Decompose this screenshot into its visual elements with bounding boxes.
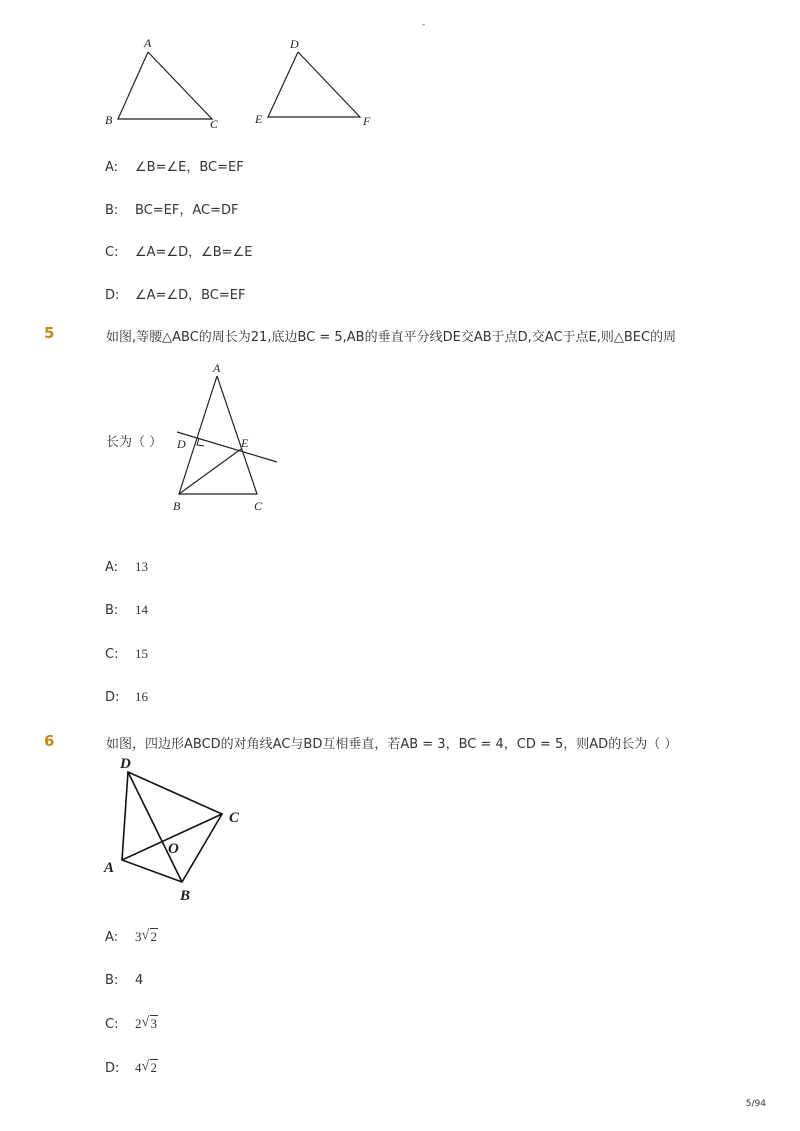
q5-stem-continued: 长为（ ） bbox=[106, 435, 163, 450]
q5-label-c: C bbox=[254, 499, 263, 513]
q5-label-a: A bbox=[213, 361, 221, 375]
q4-label-d: D bbox=[290, 37, 299, 51]
q6-quadrilateral-figure bbox=[100, 752, 250, 904]
q6-stem: 如图，四边形ABCD的对角线AC与BD互相垂直，若AB = 3，BC = 4，CD = 5，则AD的长为（ ） bbox=[106, 737, 678, 752]
q5-number: 5 bbox=[44, 324, 55, 342]
q6-option-d[interactable]: D: 4 √ 2 bbox=[105, 1059, 157, 1076]
q4-triangles-figure bbox=[100, 35, 390, 135]
q6-label-b: B bbox=[180, 888, 191, 904]
q5-label-e: E bbox=[241, 436, 249, 450]
q6-option-b[interactable]: B: 4 bbox=[105, 973, 144, 988]
q6-label-a: A bbox=[104, 860, 115, 876]
q4-option-a[interactable]: A: ∠B=∠E，BC=EF bbox=[105, 160, 244, 175]
q5-triangle-figure bbox=[165, 360, 290, 520]
sqrt-symbol: √ 2 bbox=[141, 1059, 157, 1075]
q5-stem: 如图,等腰△ABC的周长为21,底边BC = 5,AB的垂直平分线DE交AB于点D,交AC于点E,则△BEC的周 bbox=[106, 330, 677, 345]
q6-option-a[interactable]: A: 3 √ 2 bbox=[105, 928, 157, 945]
q4-label-b: B bbox=[105, 113, 113, 127]
q5-option-a[interactable]: A: 13 bbox=[105, 559, 148, 575]
q5-option-d[interactable]: D: 16 bbox=[105, 689, 148, 705]
q4-option-b[interactable]: B: BC=EF，AC=DF bbox=[105, 203, 239, 218]
q4-label-e: E bbox=[255, 112, 263, 126]
q6-label-o: O bbox=[168, 841, 179, 857]
sqrt-symbol: √ 2 bbox=[141, 928, 157, 944]
q4-label-f: F bbox=[363, 114, 371, 128]
header-mark: - bbox=[422, 20, 426, 30]
q4-option-d[interactable]: D: ∠A=∠D，BC=EF bbox=[105, 288, 246, 303]
q5-option-b[interactable]: B: 14 bbox=[105, 602, 148, 618]
q6-label-d: D bbox=[120, 756, 131, 772]
q4-label-a: A bbox=[144, 36, 152, 50]
q5-label-b: B bbox=[173, 499, 181, 513]
q4-label-c: C bbox=[210, 117, 219, 131]
q6-number: 6 bbox=[44, 732, 55, 750]
page-number: 5/94 bbox=[745, 1099, 766, 1109]
q4-option-c[interactable]: C: ∠A=∠D，∠B=∠E bbox=[105, 245, 253, 260]
q6-option-c[interactable]: C: 2 √ 3 bbox=[105, 1015, 157, 1032]
q6-label-c: C bbox=[229, 810, 240, 826]
q5-option-c[interactable]: C: 15 bbox=[105, 646, 148, 662]
sqrt-symbol: √ 3 bbox=[141, 1015, 157, 1031]
q5-label-d: D bbox=[177, 437, 186, 451]
